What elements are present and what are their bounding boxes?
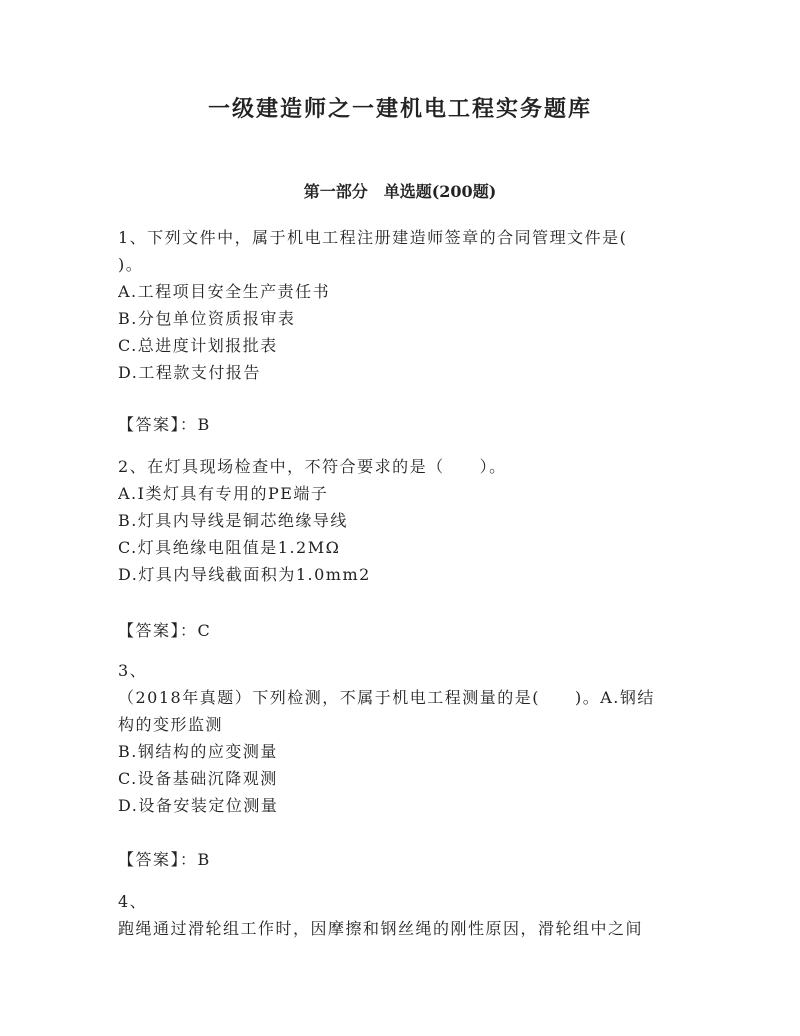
question-text: 2、在灯具现场检查中，不符合要求的是（ ）。 — [118, 457, 507, 476]
option-a: A.Ⅰ类灯具有专用的PE端子 — [118, 484, 329, 503]
section-heading: 第一部分 单选题(200题) — [303, 182, 497, 201]
answer-line — [118, 846, 678, 873]
answer-label: 【答案】： — [118, 621, 198, 640]
question-text: 1、下列文件中，属于机电工程注册建造师签章的合同管理文件是( — [118, 228, 628, 247]
option-c: C.总进度计划报批表 — [118, 336, 278, 355]
question-text: 3、 — [118, 661, 148, 680]
answer-label: 【答案】： — [118, 850, 198, 869]
option-d: D.工程款支付报告 — [118, 363, 261, 382]
answer-line — [118, 617, 678, 644]
answer-line — [118, 411, 678, 438]
question-text: 跑绳通过滑轮组工作时，因摩擦和钢丝绳的刚性原因，滑轮组中之间 — [118, 919, 644, 938]
option-b: B.分包单位资质报审表 — [118, 309, 296, 328]
question-text: （2018年真题）下列检测，不属于机电工程测量的是( )。A.钢结 — [118, 688, 655, 707]
answer-value: B — [197, 415, 211, 434]
question-text: 构的变形监测 — [118, 715, 224, 734]
option-c: C.设备基础沉降观测 — [118, 769, 278, 788]
option-d: D.灯具内导线截面积为1.0mm2 — [118, 565, 371, 584]
question-block — [118, 453, 678, 588]
page-title: 一级建造师之一建机电工程实务题库 — [207, 96, 592, 122]
answer-label: 【答案】： — [118, 415, 198, 434]
question-block — [118, 224, 678, 386]
question-block — [118, 888, 678, 942]
option-b: B.灯具内导线是铜芯绝缘导线 — [118, 511, 348, 530]
question-text: 4、 — [118, 892, 148, 911]
answer-value: B — [197, 850, 211, 869]
question-text: )。 — [118, 255, 144, 274]
option-b: B.钢结构的应变测量 — [118, 742, 278, 761]
question-block — [118, 657, 678, 819]
option-d: D.设备安装定位测量 — [118, 796, 279, 815]
answer-value: C — [197, 621, 212, 640]
option-c: C.灯具绝缘电阻值是1.2MΩ — [118, 538, 341, 557]
option-a: A.工程项目安全生产责任书 — [118, 282, 331, 301]
